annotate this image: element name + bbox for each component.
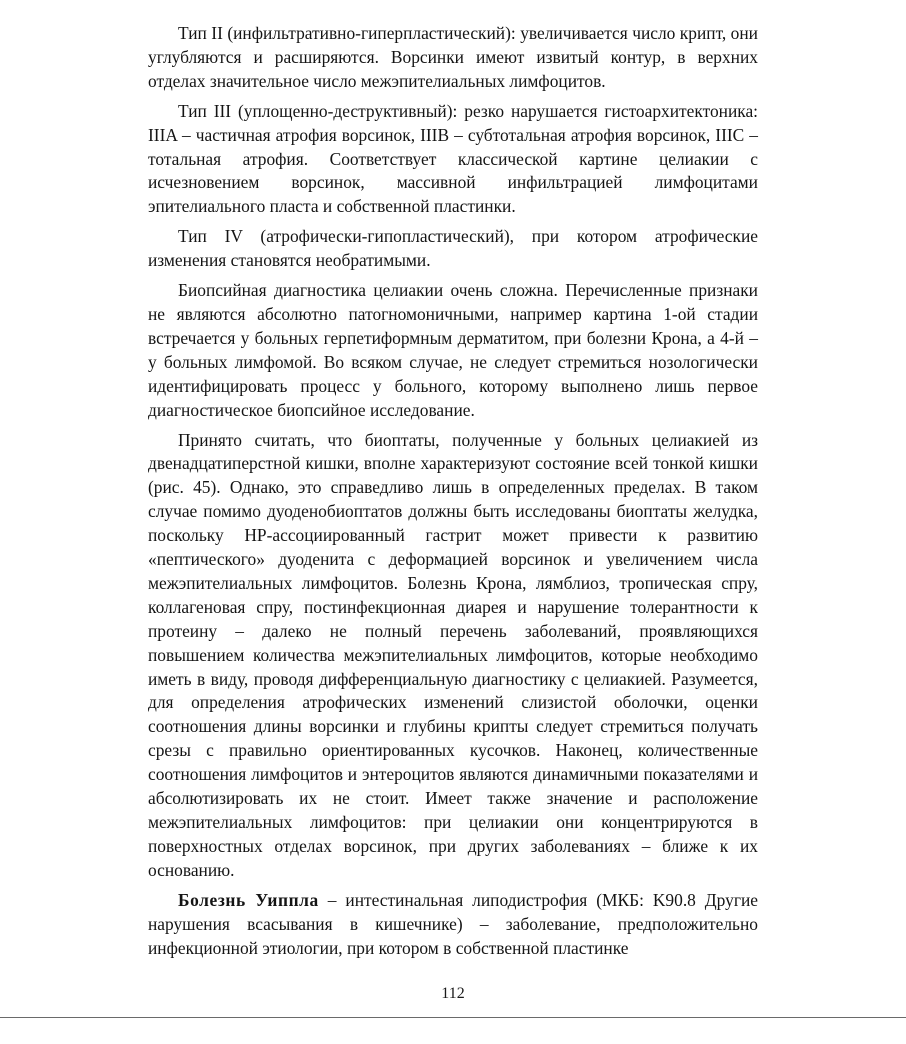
paragraph-text: Принято считать, что биоптаты, полученные у больных целиакией из двенадцатиперстной кишки, вполне характеризуют состояние всей тонкой кишки (рис. 45). Однако, это справедливо лишь в определенных пределах. В таком случае помимо дуоденобиоптатов должны быть исследованы биоптаты желудка, поскольку НР-ассоциированный гастрит может привести к развитию «пептического» дуоденита с деформацией ворсинок и увеличением числа межэпителиальных лимфоцитов. Болезнь Крона, лямблиоз, тропическая спру, коллагеновая спру, постинфекционная диарея и нарушение толерантности к протеину – далеко не полный перечень заболеваний, проявляющихся повышением количества межэпителиальных лимфоцитов, которые необходимо иметь в виду, проводя дифференциальную диагностику с целиакией. Разумеется, для определения атрофических изменений слизистой оболочки, оценки соотношения длины ворсинки и глубины крипты следует стремиться получать срезы с правильно ориентированных кусочков. Наконец, количественные соотношения лимфоцитов и энтероцитов являются динамичными показателями и абсолютизировать их не стоит. Имеет также значение и расположение межэпителиальных лимфоцитов: при целиакии они концентрируются в поверхностных отделах ворсинок, при других заболеваниях – ближе к их основанию. (148, 429, 758, 880)
paragraph-text: Тип III (уплощенно-деструктивный): резко нарушается гистоархитектоника: IIIA – частичная атрофия ворсинок, IIIB – субтотальная атрофия ворсинок, IIIC – тотальная атрофия. Соответствует классической картине целиакии с исчезновением ворсинок, массивной инфильтрацией лимфоцитами эпителиального пласта и собственной пластинки. (148, 100, 758, 217)
paragraph-text: Биопсийная диагностика целиакии очень сложна. Перечисленные признаки не являются абсолютно патогномоничными, например картина 1-ой стадии встречается у больных герпетиформным дерматитом, при болезни Крона, а 4-й – у больных лимфомой. Во всяком случае, не следует стремиться нозологически идентифицировать процесс у больного, которому выполнено лишь первое диагностическое биопсийное исследование. (148, 280, 758, 420)
document-page (148, 22, 758, 960)
paragraph-text: – интестинальная липодистрофия (МКБ: K90.8 Другие нарушения всасывания в кишечнике) – заболевание, предположительно инфекционной этиологии, при котором в собственной пластинке (148, 889, 758, 958)
paragraph-text: Тип IV (атрофически-гипопластический), при котором атрофические изменения становятся необратимыми. (148, 226, 758, 271)
paragraph-type-2 (148, 22, 758, 94)
page-bottom-divider (0, 1017, 906, 1018)
paragraph-type-4 (148, 225, 758, 273)
paragraph-whipple-disease (148, 889, 758, 961)
paragraph-biopsy-interpretation (148, 429, 758, 883)
paragraph-text: Тип II (инфильтративно-гиперпластический): увеличивается число крипт, они углубляются и расширяются. Ворсинки имеют извитый контур, в верхних отделах значительное число межэпителиальных лимфоцитов. (148, 23, 758, 91)
page-number: 112 (441, 985, 465, 1002)
paragraph-type-3 (148, 100, 758, 220)
paragraph-biopsy-diagnostics (148, 279, 758, 422)
paragraph-lead: Болезнь Уиппла (178, 889, 319, 910)
